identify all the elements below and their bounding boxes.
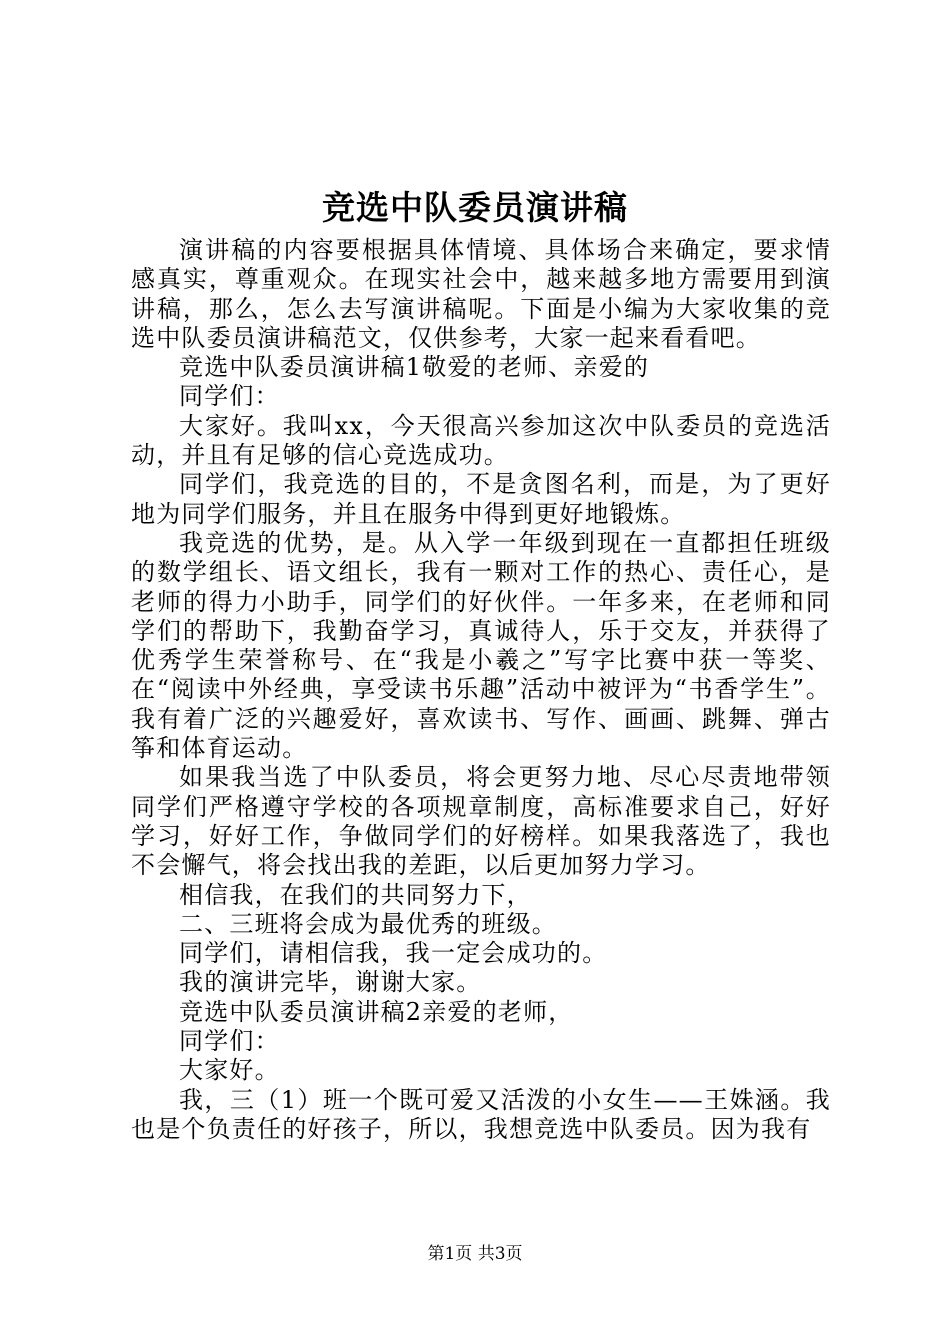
- paragraph: 同学们，请相信我，我一定会成功的。: [179, 939, 608, 968]
- paragraph: 大家好。我叫xx，今天很高兴参加这次中队委员的竞选活动，并且有足够的信心竞选成功。: [131, 411, 831, 470]
- paragraph: 同学们，我竞选的目的，不是贪图名利，而是，为了更好地为同学们服务，并且在服务中得到更好地锻炼。: [131, 470, 831, 528]
- paragraph: 相信我，在我们的共同努力下，: [179, 880, 532, 909]
- paragraph: 同学们：: [179, 382, 280, 411]
- paragraph: 同学们：: [179, 1027, 280, 1056]
- paragraph: 我，三（1）班一个既可爱又活泼的小女生——王姝涵。我也是个负责任的好孩子，所以，我想竞选中队委员。因为我有: [131, 1085, 831, 1143]
- paragraph: 大家好。: [179, 1056, 280, 1085]
- paragraph: 我的演讲完毕，谢谢大家。: [179, 968, 482, 997]
- document-title: 竞选中队委员演讲稿: [322, 188, 628, 227]
- paragraph: 竞选中队委员演讲稿1敬爱的老师、亲爱的: [179, 353, 650, 382]
- paragraph: 演讲稿的内容要根据具体情境、具体场合来确定，要求情感真实，尊重观众。在现实社会中，越来越多地方需要用到演讲稿，那么，怎么去写演讲稿呢。下面是小编为大家收集的竞选中队委员演讲稿范文，仅供参考，大家一起来看看吧。: [131, 236, 831, 352]
- paragraph: 二、三班将会成为最优秀的班级。: [179, 909, 557, 938]
- document-body: [131, 236, 831, 1144]
- paragraph: 我竞选的优势，是。从入学一年级到现在一直都担任班级的数学组长、语文组长，我有一颗对工作的热心、责任心，是老师的得力小助手，同学们的好伙伴。一年多来，在老师和同学们的帮助下，我勤奋学习，真诚待人，乐于交友，并获得了优秀学生荣誉称号、在“我是小羲之”写字比赛中获一等奖、在“阅读中外经典，享受读书乐趣”活动中被评为“书香学生”。我有着广泛的兴趣爱好，喜欢读书、写作、画画、跳舞、弹古筝和体育运动。: [131, 528, 831, 763]
- paragraph: 如果我当选了中队委员，将会更努力地、尽心尽责地带领同学们严格遵守学校的各项规章制度，高标准要求自己，好好学习，好好工作，争做同学们的好榜样。如果我落选了，我也不会懈气，将会找出我的差距，以后更加努力学习。: [131, 763, 831, 880]
- paragraph: 竞选中队委员演讲稿2亲爱的老师，: [179, 997, 574, 1026]
- page-number-footer: 第1页 共3页: [427, 1244, 523, 1264]
